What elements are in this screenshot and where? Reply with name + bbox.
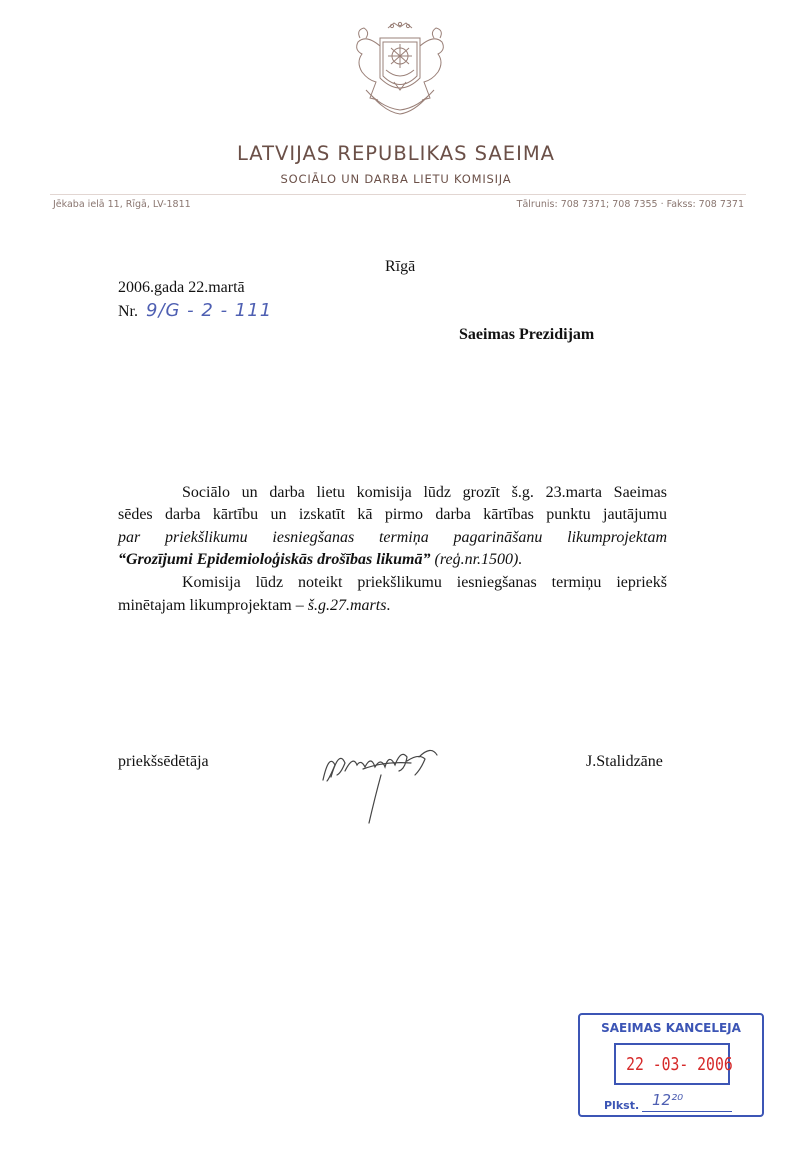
- city-text: Rīgā: [385, 258, 416, 275]
- phone-fax-text: Tālrunis: 708 7371; 708 7355 · Fakss: 708 7371: [516, 199, 744, 210]
- body-line-5: Komisija lūdz noteikt priekšlikumu iesniegšanas termiņu iepriekš: [182, 574, 667, 591]
- stamp-time-value: 12²⁰: [652, 1091, 684, 1109]
- body-line-6-text: minētajam likumprojektam –: [118, 597, 308, 614]
- handwritten-signature: [315, 735, 445, 830]
- body-line-2: sēdes darba kārtību un izskatīt kā pirmo darba kārtības punktu jautājumu: [118, 506, 667, 523]
- stamp-title: SAEIMAS KANCELEJA: [601, 1021, 741, 1035]
- signatory-role: priekšsēdētāja: [118, 753, 209, 770]
- signatory-name: J.Stalidzāne: [586, 753, 663, 770]
- stamp-time-underline: [642, 1111, 732, 1112]
- addressee: Saeimas Prezidijam: [459, 326, 595, 343]
- department-subtitle: SOCIĀLO UN DARBA LIETU KOMISIJA: [280, 172, 512, 186]
- deadline-date: š.g.27.marts: [307, 597, 387, 614]
- letter-date: 2006.gada 22.martā: [118, 279, 245, 296]
- handwritten-reference-number: 9/G - 2 - 111: [146, 300, 273, 321]
- body-line-4: [118, 552, 667, 568]
- address-text: Jēkaba ielā 11, Rīgā, LV-1811: [53, 199, 191, 210]
- body-line-6-end: .: [386, 597, 391, 614]
- letterhead-divider: [50, 194, 746, 195]
- stamp-date: 22 -03- 2006: [626, 1054, 733, 1075]
- stamp-date-box: [614, 1043, 733, 1085]
- registration-number: (reģ.nr.1500).: [430, 551, 523, 568]
- body-line-1: Sociālo un darba lietu komisija lūdz grozīt š.g. 23.marta Saeimas: [182, 484, 667, 501]
- coat-of-arms-icon: [336, 20, 464, 120]
- receipt-stamp: [578, 1013, 764, 1117]
- body-line-3: par priekšlikumu iesniegšanas termiņa pagarināšanu likumprojektam: [118, 529, 667, 546]
- organization-title: LATVIJAS REPUBLIKAS SAEIMA: [236, 142, 556, 165]
- stamp-time-label: Plkst.: [604, 1099, 640, 1112]
- body-line-6: [118, 598, 667, 614]
- law-title: “Grozījumi Epidemioloģiskās drošības likumā”: [118, 551, 431, 568]
- number-label: Nr.: [118, 303, 138, 320]
